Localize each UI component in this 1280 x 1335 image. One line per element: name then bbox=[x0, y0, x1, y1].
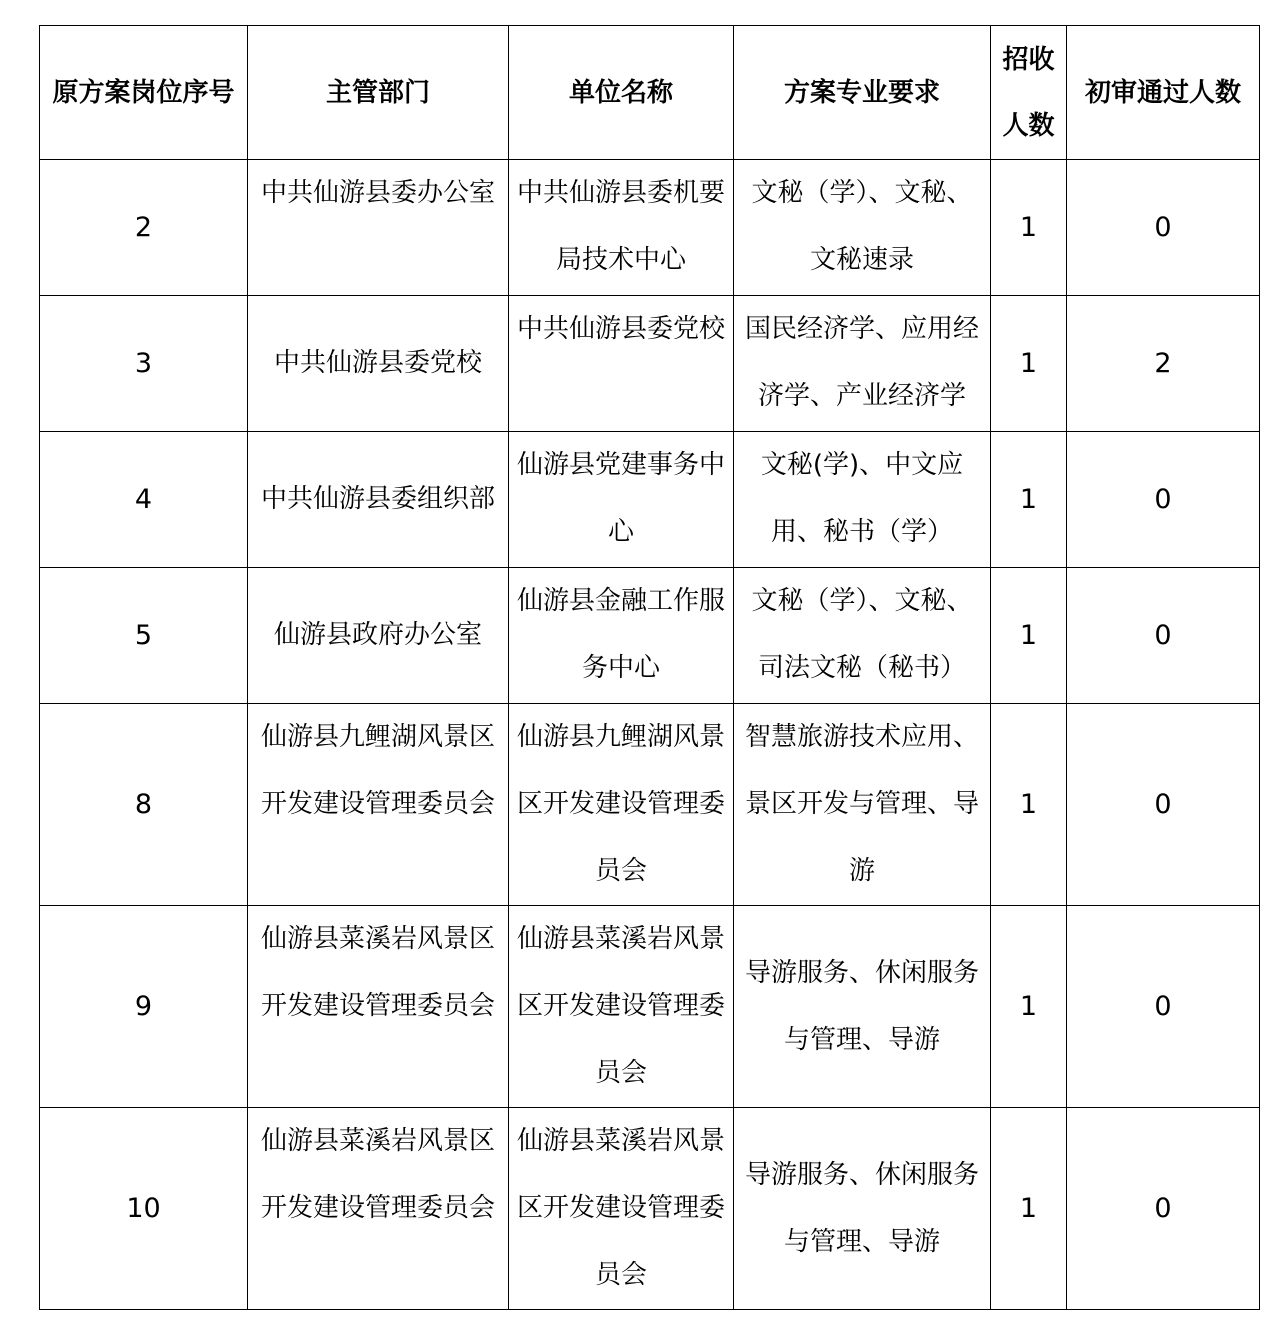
cell-department: 仙游县菜溪岩风景区开发建设管理委员会 bbox=[248, 1108, 509, 1310]
cell-passed-count: 0 bbox=[1067, 160, 1260, 296]
header-quota: 招收人数 bbox=[991, 26, 1067, 160]
cell-unit-name: 仙游县九鲤湖风景区开发建设管理委员会 bbox=[509, 704, 734, 906]
recruitment-table bbox=[39, 25, 1260, 1310]
cell-passed-count: 2 bbox=[1067, 296, 1260, 432]
header-major-requirement: 方案专业要求 bbox=[734, 26, 991, 160]
cell-unit-name: 仙游县金融工作服务中心 bbox=[509, 568, 734, 704]
cell-quota: 1 bbox=[991, 906, 1067, 1108]
cell-unit-name: 中共仙游县委机要局技术中心 bbox=[509, 160, 734, 296]
cell-department: 仙游县九鲤湖风景区开发建设管理委员会 bbox=[248, 704, 509, 906]
cell-position-no: 8 bbox=[40, 704, 248, 906]
table-row bbox=[40, 432, 1260, 568]
cell-department: 仙游县菜溪岩风景区开发建设管理委员会 bbox=[248, 906, 509, 1108]
table-row bbox=[40, 296, 1260, 432]
cell-quota: 1 bbox=[991, 160, 1067, 296]
cell-quota: 1 bbox=[991, 568, 1067, 704]
cell-department: 中共仙游县委组织部 bbox=[248, 432, 509, 568]
cell-position-no: 5 bbox=[40, 568, 248, 704]
header-unit-name: 单位名称 bbox=[509, 26, 734, 160]
header-department: 主管部门 bbox=[248, 26, 509, 160]
cell-position-no: 3 bbox=[40, 296, 248, 432]
cell-major-requirement: 导游服务、休闲服务与管理、导游 bbox=[734, 906, 991, 1108]
table-row bbox=[40, 704, 1260, 906]
cell-passed-count: 0 bbox=[1067, 432, 1260, 568]
cell-unit-name: 仙游县菜溪岩风景区开发建设管理委员会 bbox=[509, 1108, 734, 1310]
cell-department: 仙游县政府办公室 bbox=[248, 568, 509, 704]
cell-department: 中共仙游县委办公室 bbox=[248, 160, 509, 296]
cell-major-requirement: 导游服务、休闲服务与管理、导游 bbox=[734, 1108, 991, 1310]
cell-major-requirement: 智慧旅游技术应用、景区开发与管理、导游 bbox=[734, 704, 991, 906]
cell-major-requirement: 国民经济学、应用经济学、产业经济学 bbox=[734, 296, 991, 432]
cell-passed-count: 0 bbox=[1067, 704, 1260, 906]
cell-quota: 1 bbox=[991, 704, 1067, 906]
cell-quota: 1 bbox=[991, 432, 1067, 568]
cell-passed-count: 0 bbox=[1067, 568, 1260, 704]
cell-position-no: 2 bbox=[40, 160, 248, 296]
cell-major-requirement: 文秘（学）、文秘、司法文秘（秘书） bbox=[734, 568, 991, 704]
cell-passed-count: 0 bbox=[1067, 1108, 1260, 1310]
table-row bbox=[40, 1108, 1260, 1310]
table-header-row bbox=[40, 26, 1260, 160]
cell-major-requirement: 文秘(学)、中文应用、秘书（学） bbox=[734, 432, 991, 568]
cell-passed-count: 0 bbox=[1067, 906, 1260, 1108]
cell-position-no: 10 bbox=[40, 1108, 248, 1310]
cell-quota: 1 bbox=[991, 296, 1067, 432]
table-row bbox=[40, 568, 1260, 704]
cell-unit-name: 仙游县党建事务中心 bbox=[509, 432, 734, 568]
cell-unit-name: 中共仙游县委党校 bbox=[509, 296, 734, 432]
table-row bbox=[40, 906, 1260, 1108]
cell-quota: 1 bbox=[991, 1108, 1067, 1310]
cell-position-no: 9 bbox=[40, 906, 248, 1108]
cell-unit-name: 仙游县菜溪岩风景区开发建设管理委员会 bbox=[509, 906, 734, 1108]
cell-department: 中共仙游县委党校 bbox=[248, 296, 509, 432]
table-row bbox=[40, 160, 1260, 296]
header-position-no: 原方案岗位序号 bbox=[40, 26, 248, 160]
header-passed-count: 初审通过人数 bbox=[1067, 26, 1260, 160]
cell-position-no: 4 bbox=[40, 432, 248, 568]
cell-major-requirement: 文秘（学）、文秘、文秘速录 bbox=[734, 160, 991, 296]
